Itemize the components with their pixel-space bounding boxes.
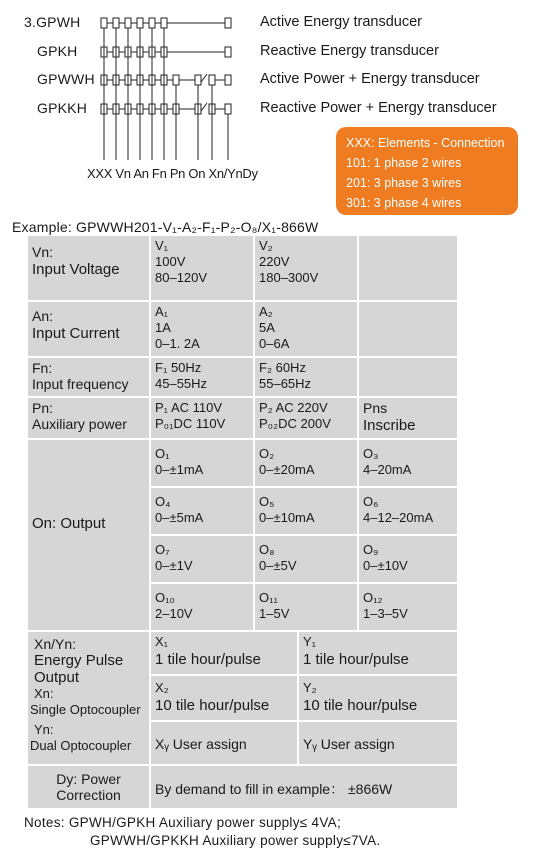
desc-gpwwh: Active Power + Energy transducer <box>260 71 480 87</box>
on-value: 4–20mA <box>363 462 412 477</box>
xn-label: Xn/Yn: <box>34 636 77 652</box>
yn-sub-label: Yn: <box>34 722 54 737</box>
pn-p1-cell <box>151 398 253 438</box>
pn-pns-code: Pns <box>363 400 388 416</box>
pn-label: Pn: <box>32 400 54 416</box>
fn-f1-cell <box>151 358 253 396</box>
xn-y2-code: Y₂ <box>303 680 317 695</box>
xn-x1-value: 1 tile hour/pulse <box>155 651 261 668</box>
dy-value: By demand to fill in example： ±866W <box>155 781 393 797</box>
on-cell <box>151 488 253 534</box>
on-cell <box>359 536 457 582</box>
vn-v1-range: 80–120V <box>155 270 208 285</box>
xn-yy-value: Yᵧ User assign <box>303 736 395 752</box>
dy-label-cell <box>28 766 149 808</box>
fn-title: Input frequency <box>32 376 129 392</box>
connection-item: 101: 1 phase 2 wires <box>346 156 462 170</box>
xn-sub-label: Xn: <box>34 686 54 701</box>
example-line: Example: GPWWH201-V₁-A₂-F₁-P₂-O₈/X₁-866W <box>12 219 319 235</box>
notes-line-2: GPWWH/GPKKH Auxiliary power supply≤7VA. <box>90 833 381 848</box>
on-code: O₄ <box>155 494 171 509</box>
model-gpkh: GPKH <box>37 43 78 59</box>
on-code: O₃ <box>363 446 379 461</box>
on-code: O₁₁ <box>259 590 278 605</box>
on-cell <box>359 584 457 630</box>
xn-title-2: Output <box>34 669 80 686</box>
code-line: XXX Vn An Fn Pn On Xn/YnDy <box>87 166 258 181</box>
dy-value-cell <box>151 766 457 808</box>
fn-label: Fn: <box>32 360 53 376</box>
on-code: O₇ <box>155 542 170 557</box>
vn-v1-value: 100V <box>155 254 186 269</box>
xn-single-opto: Single Optocoupler <box>30 702 141 717</box>
on-value: 2–10V <box>155 606 193 621</box>
vn-empty-cell <box>359 236 457 300</box>
desc-gpkkh: Reactive Power + Energy transducer <box>260 100 497 116</box>
on-code: O₁ <box>155 446 170 461</box>
fn-f2-value: F₂ 60Hz <box>259 360 306 375</box>
on-code: O₅ <box>259 494 275 509</box>
xn-title: Energy Pulse <box>34 652 124 669</box>
an-a2-cell <box>255 302 357 356</box>
fn-empty-cell <box>359 358 457 396</box>
an-a1-value: 1A <box>155 320 171 335</box>
pn-p2-ac: P₂ AC 220V <box>259 400 328 415</box>
on-value: 1–5V <box>259 606 290 621</box>
on-cell <box>359 440 457 486</box>
an-a1-code: A₁ <box>155 304 169 319</box>
fn-label-cell <box>28 358 149 396</box>
on-code: O₁₂ <box>363 590 383 605</box>
pn-p1-dc: P₀₁DC 110V <box>155 416 226 431</box>
on-value: 4–12–20mA <box>363 510 434 525</box>
yn-dual-opto: Dual Optocoupler <box>30 738 132 753</box>
on-cell <box>359 488 457 534</box>
vn-title: Input Voltage <box>32 261 120 278</box>
dy-title: Correction <box>56 787 121 803</box>
desc-gpwh: Active Energy transducer <box>260 14 422 30</box>
on-cell <box>151 440 253 486</box>
pn-pns-desc: Inscribe <box>363 417 416 434</box>
xn-x1-code: X₁ <box>155 634 169 649</box>
vn-v2-code: V₂ <box>259 238 273 253</box>
an-a2-range: 0–6A <box>259 336 290 351</box>
xn-xy-value: Xᵧ User assign <box>155 736 247 752</box>
dy-label: Dy: Power <box>56 771 121 787</box>
xn-y2-value: 10 tile hour/pulse <box>303 697 418 714</box>
fn-f1-range: 45–55Hz <box>155 376 208 391</box>
model-gpwwh: GPWWH <box>37 71 95 87</box>
vn-v1-cell <box>151 236 253 300</box>
xn-x2-value: 10 tile hour/pulse <box>155 697 270 714</box>
an-label: An: <box>32 308 54 324</box>
on-code: O₉ <box>363 542 379 557</box>
an-a2-value: 5A <box>259 320 275 335</box>
on-code: O₆ <box>363 494 379 509</box>
on-cell <box>255 536 357 582</box>
on-value: 0–±1V <box>155 558 193 573</box>
pn-pns-cell <box>359 398 457 438</box>
pn-p1-ac: P₁ AC 110V <box>155 400 223 415</box>
vn-v1-code: V₁ <box>155 238 169 253</box>
pn-label-cell <box>28 398 149 438</box>
connection-box <box>336 127 518 215</box>
fn-f1-value: F₁ 50Hz <box>155 360 202 375</box>
xn-xy-cell <box>151 722 297 764</box>
on-value: 0–±5mA <box>155 510 204 525</box>
xn-y2-cell <box>299 676 457 720</box>
xn-y1-cell <box>299 632 457 674</box>
an-title: Input Current <box>32 325 120 342</box>
xn-y1-code: Y₁ <box>303 634 317 649</box>
pn-p2-dc: P₀₂DC 200V <box>259 416 331 431</box>
an-label-cell <box>28 302 149 356</box>
fn-f2-range: 55–65Hz <box>259 376 312 391</box>
desc-gpkh: Reactive Energy transducer <box>260 43 439 59</box>
xn-label-cell <box>28 632 149 764</box>
on-cell <box>151 536 253 582</box>
connection-item: 301: 3 phase 4 wires <box>346 196 462 210</box>
vn-v2-range: 180–300V <box>259 270 319 285</box>
xn-y1-value: 1 tile hour/pulse <box>303 651 409 668</box>
vn-label-cell <box>28 236 149 300</box>
an-a2-code: A₂ <box>259 304 273 319</box>
on-value: 0–±5V <box>259 558 297 573</box>
vn-v2-cell <box>255 236 357 300</box>
on-value: 0–±10mA <box>259 510 315 525</box>
xn-x2-code: X₂ <box>155 680 169 695</box>
on-value: 0–±20mA <box>259 462 315 477</box>
pn-title: Auxiliary power <box>32 416 127 432</box>
xn-yy-cell <box>299 722 457 764</box>
an-a1-range: 0–1. 2A <box>155 336 200 351</box>
xn-x1-cell <box>151 632 297 674</box>
an-empty-cell <box>359 302 457 356</box>
code-schematic <box>95 10 260 170</box>
on-label-cell <box>28 440 149 630</box>
on-cell <box>255 584 357 630</box>
model-gpwh: 3.GPWH <box>24 14 81 30</box>
on-title: On: Output <box>32 515 106 532</box>
model-gpkkh: GPKKH <box>37 100 88 116</box>
connection-item: 201: 3 phase 3 wires <box>346 176 462 190</box>
on-code: O₂ <box>259 446 275 461</box>
on-value: 0–±10V <box>363 558 408 573</box>
fn-f2-cell <box>255 358 357 396</box>
xn-x2-cell <box>151 676 297 720</box>
on-code: O₈ <box>259 542 275 557</box>
on-cell <box>151 584 253 630</box>
on-cell <box>255 488 357 534</box>
on-cell <box>255 440 357 486</box>
on-code: O₁₀ <box>155 590 175 605</box>
an-a1-cell <box>151 302 253 356</box>
vn-v2-value: 220V <box>259 254 290 269</box>
on-value: 1–3–5V <box>363 606 408 621</box>
vn-label: Vn: <box>32 244 54 260</box>
connection-title: XXX: Elements - Connection <box>346 136 505 150</box>
on-value: 0–±1mA <box>155 462 204 477</box>
pn-p2-cell <box>255 398 357 438</box>
notes-line-1: Notes: GPWH/GPKH Auxiliary power supply≤ 4VA; <box>24 815 342 830</box>
